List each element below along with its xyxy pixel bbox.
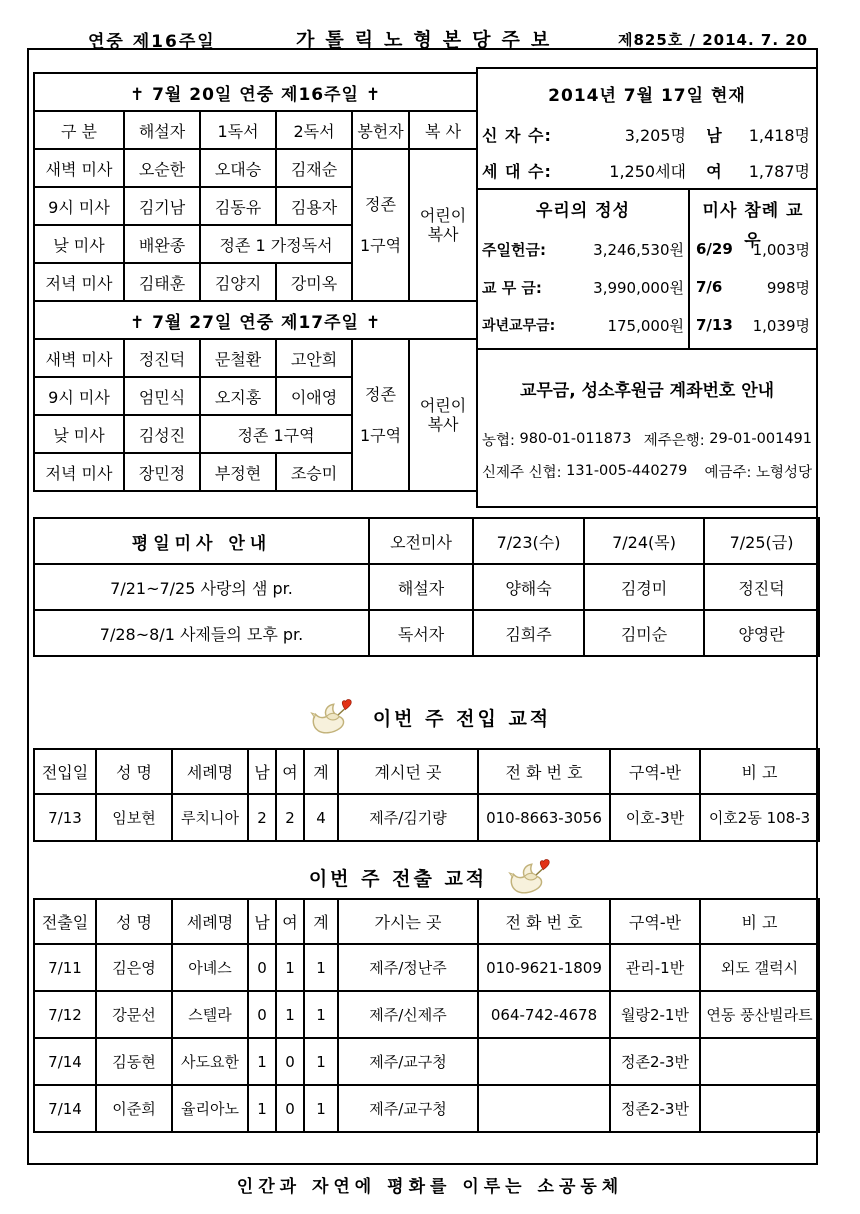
female-value: 1,787명 bbox=[748, 161, 810, 181]
cell: 010-8663-3056 bbox=[478, 794, 610, 841]
altar-server-cell bbox=[409, 149, 477, 301]
female-label: 여 bbox=[706, 161, 722, 181]
table-row bbox=[34, 1038, 819, 1085]
role-label: 독서자 bbox=[369, 610, 473, 656]
cell: 4 bbox=[304, 794, 338, 841]
dove-heart-icon bbox=[507, 856, 551, 898]
offering-row bbox=[482, 306, 684, 344]
mass-cell: 정존 1구역 bbox=[200, 415, 352, 453]
offering-column bbox=[478, 190, 690, 348]
col-header: 2독서 bbox=[276, 111, 352, 149]
transfer-out-title-row bbox=[0, 856, 860, 898]
believers-label: 신 자 수: bbox=[482, 125, 552, 145]
week1-title: ✝ 7월 20일 연중 제16주일 ✝ bbox=[34, 73, 477, 111]
mass-cell: 새벽 미사 bbox=[34, 339, 124, 377]
col-header: 구 분 bbox=[34, 111, 124, 149]
cell: 제주/신제주 bbox=[338, 991, 478, 1038]
col-header: 해설자 bbox=[124, 111, 200, 149]
transfer-out-title: 이번 주 전출 교적 bbox=[308, 867, 488, 890]
week-intention: 7/21~7/25 사랑의 샘 pr. bbox=[34, 564, 369, 610]
table-row bbox=[34, 610, 819, 656]
bank-label: 신제주 신협: bbox=[482, 464, 562, 481]
minister-name: 김희주 bbox=[473, 610, 584, 656]
account-title: 교무금, 성소후원금 계좌번호 안내 bbox=[519, 381, 775, 401]
cell: 1 bbox=[276, 991, 304, 1038]
believers-value: 3,205명 bbox=[624, 125, 686, 145]
mass-cell: 장민정 bbox=[124, 453, 200, 491]
role-label: 해설자 bbox=[369, 564, 473, 610]
table-row bbox=[34, 1085, 819, 1132]
cell: 0 bbox=[248, 944, 276, 991]
cell: 0 bbox=[248, 991, 276, 1038]
cell: 김은영 bbox=[96, 944, 172, 991]
cell: 정존2-3반 bbox=[610, 1085, 700, 1132]
table-row bbox=[34, 944, 819, 991]
cell: 외도 갤럭시 bbox=[700, 944, 819, 991]
table-header-row bbox=[34, 518, 819, 564]
cell: 7/11 bbox=[34, 944, 96, 991]
minister-name: 양영란 bbox=[704, 610, 819, 656]
col-header: 세례명 bbox=[172, 749, 248, 794]
cell: 0 bbox=[276, 1085, 304, 1132]
cell: 제주/정난주 bbox=[338, 944, 478, 991]
holder-name: 노형성당 bbox=[755, 464, 812, 481]
offertory-line: 1구역 bbox=[359, 426, 402, 445]
col-header: 가시는 곳 bbox=[338, 899, 478, 944]
dove-heart-icon bbox=[309, 696, 353, 738]
cell: 이준희 bbox=[96, 1085, 172, 1132]
table-header-row bbox=[34, 111, 477, 149]
col-header: 계 bbox=[304, 749, 338, 794]
offering-label: 주일헌금: bbox=[482, 240, 546, 259]
parish-motto: 인간과 자연에 평화를 이루는 소공동체 bbox=[236, 1177, 624, 1197]
mass-cell: 저녁 미사 bbox=[34, 453, 124, 491]
bank-label: 농협: bbox=[482, 432, 515, 449]
cell: 7/13 bbox=[34, 794, 96, 841]
cell: 1 bbox=[304, 1085, 338, 1132]
minister-name: 김경미 bbox=[584, 564, 704, 610]
attendance-date: 7/6 bbox=[696, 278, 723, 296]
page-title-season: 연중 제16주일 bbox=[88, 32, 216, 52]
attendance-title: 미사 참례 교우 bbox=[702, 201, 804, 251]
col-header: 전입일 bbox=[34, 749, 96, 794]
cell bbox=[478, 1038, 610, 1085]
mass-cell: 엄민식 bbox=[124, 377, 200, 415]
mass-cell: 9시 미사 bbox=[34, 187, 124, 225]
table-row bbox=[34, 564, 819, 610]
col-header: 비 고 bbox=[700, 899, 819, 944]
server-line: 어린이 bbox=[419, 205, 467, 225]
cell: 064-742-4678 bbox=[478, 991, 610, 1038]
offering-row bbox=[482, 268, 684, 306]
offertory-cell bbox=[352, 339, 409, 491]
cell: 스텔라 bbox=[172, 991, 248, 1038]
table-row bbox=[34, 339, 477, 377]
mass-cell: 부정현 bbox=[200, 453, 276, 491]
cell: 관리-1반 bbox=[610, 944, 700, 991]
mass-schedule-table bbox=[33, 72, 478, 492]
col-header: 성 명 bbox=[96, 899, 172, 944]
offering-value: 3,246,530원 bbox=[593, 240, 684, 259]
col-header: 오전미사 bbox=[369, 518, 473, 564]
mass-cell: 김기남 bbox=[124, 187, 200, 225]
table-header-row bbox=[34, 899, 819, 944]
cell: 율리아노 bbox=[172, 1085, 248, 1132]
attendance-row bbox=[694, 268, 812, 306]
offering-label: 과년교무금: bbox=[482, 318, 556, 334]
col-header: 계시던 곳 bbox=[338, 749, 478, 794]
cell: 연동 풍산빌라트 bbox=[700, 991, 819, 1038]
cell: 7/14 bbox=[34, 1038, 96, 1085]
col-header: 비 고 bbox=[700, 749, 819, 794]
mass-cell: 오지홍 bbox=[200, 377, 276, 415]
col-header: 7/23(수) bbox=[473, 518, 584, 564]
cell bbox=[478, 1085, 610, 1132]
table-row bbox=[34, 149, 477, 187]
col-header: 7/24(목) bbox=[584, 518, 704, 564]
mass-cell: 고안희 bbox=[276, 339, 352, 377]
col-header: 전 화 번 호 bbox=[478, 749, 610, 794]
cell: 2 bbox=[276, 794, 304, 841]
bank-number: 131-005-440279 bbox=[566, 463, 688, 479]
cell: 아녜스 bbox=[172, 944, 248, 991]
col-header: 여 bbox=[276, 749, 304, 794]
table-row bbox=[34, 794, 819, 841]
cell: 월랑2-1반 bbox=[610, 991, 700, 1038]
minister-name: 김미순 bbox=[584, 610, 704, 656]
altar-server-cell bbox=[409, 339, 477, 491]
cell: 1 bbox=[248, 1038, 276, 1085]
col-header: 복 사 bbox=[409, 111, 477, 149]
week-intention: 7/28~8/1 사제들의 모후 pr. bbox=[34, 610, 369, 656]
col-header: 봉헌자 bbox=[352, 111, 409, 149]
col-header: 전출일 bbox=[34, 899, 96, 944]
col-header: 남 bbox=[248, 899, 276, 944]
cell: 1 bbox=[304, 1038, 338, 1085]
server-line: 복사 bbox=[427, 415, 459, 434]
minister-name: 양해숙 bbox=[473, 564, 584, 610]
transfer-in-title-row bbox=[0, 696, 860, 738]
offertory-line: 1구역 bbox=[359, 236, 402, 255]
col-header: 구역-반 bbox=[610, 899, 700, 944]
transfer-in-title: 이번 주 전입 교적 bbox=[372, 707, 552, 730]
offertory-cell bbox=[352, 149, 409, 301]
cell: 김동현 bbox=[96, 1038, 172, 1085]
col-header: 성 명 bbox=[96, 749, 172, 794]
mass-cell: 낮 미사 bbox=[34, 225, 124, 263]
cell: 0 bbox=[276, 1038, 304, 1085]
cell: 이호2동 108-3 bbox=[700, 794, 819, 841]
cell: 정존2-3반 bbox=[610, 1038, 700, 1085]
cell: 1 bbox=[304, 991, 338, 1038]
cell: 제주/교구청 bbox=[338, 1085, 478, 1132]
col-header: 남 bbox=[248, 749, 276, 794]
col-header: 구역-반 bbox=[610, 749, 700, 794]
holder-label: 예금주: bbox=[704, 464, 752, 481]
attendance-date: 6/29 bbox=[696, 240, 733, 258]
mass-cell: 문철환 bbox=[200, 339, 276, 377]
mass-cell: 배완종 bbox=[124, 225, 200, 263]
mass-cell: 김양지 bbox=[200, 263, 276, 301]
bank-number: 980-01-011873 bbox=[519, 431, 632, 447]
cell: 제주/김기량 bbox=[338, 794, 478, 841]
mass-cell: 이애영 bbox=[276, 377, 352, 415]
cell: 010-9621-1809 bbox=[478, 944, 610, 991]
transfer-out-table bbox=[33, 898, 820, 1133]
offering-value: 3,990,000원 bbox=[593, 278, 684, 297]
offering-row bbox=[482, 230, 684, 268]
mass-cell: 김성진 bbox=[124, 415, 200, 453]
account-info bbox=[478, 350, 816, 487]
col-header: 전 화 번 호 bbox=[478, 899, 610, 944]
cell: 7/12 bbox=[34, 991, 96, 1038]
mass-cell: 김태훈 bbox=[124, 263, 200, 301]
cell: 1 bbox=[276, 944, 304, 991]
households-line bbox=[478, 152, 816, 188]
account-line bbox=[478, 423, 816, 455]
col-header: 계 bbox=[304, 899, 338, 944]
bank-number: 29-01-001491 bbox=[709, 431, 812, 447]
households-value: 1,250세대 bbox=[609, 161, 686, 181]
male-label: 남 bbox=[706, 125, 722, 145]
mass-cell: 정존 1 가정독서 bbox=[200, 225, 352, 263]
cell: 임보현 bbox=[96, 794, 172, 841]
account-line bbox=[478, 455, 816, 487]
server-line: 복사 bbox=[427, 225, 459, 244]
transfer-in-table bbox=[33, 748, 820, 842]
stats-summary bbox=[478, 69, 816, 190]
cell: 2 bbox=[248, 794, 276, 841]
cell: 사도요한 bbox=[172, 1038, 248, 1085]
mass-cell: 조승미 bbox=[276, 453, 352, 491]
mass-cell: 낮 미사 bbox=[34, 415, 124, 453]
offering-value: 175,000원 bbox=[607, 316, 684, 335]
weekday-mass-table bbox=[33, 517, 820, 657]
cell: 1 bbox=[248, 1085, 276, 1132]
offertory-line: 정존 bbox=[365, 194, 396, 214]
cell: 루치니아 bbox=[172, 794, 248, 841]
male-value: 1,418명 bbox=[748, 125, 810, 145]
bulletin-title: 가톨릭노형본당주보 bbox=[296, 29, 561, 51]
attendance-date: 7/13 bbox=[696, 316, 733, 334]
offering-title: 우리의 정성 bbox=[535, 201, 631, 221]
mass-cell: 새벽 미사 bbox=[34, 149, 124, 187]
col-header: 7/25(금) bbox=[704, 518, 819, 564]
cell bbox=[700, 1038, 819, 1085]
weekday-mass-title: 평일미사 안내 bbox=[34, 518, 369, 564]
cell: 제주/교구청 bbox=[338, 1038, 478, 1085]
attendance-count: 998명 bbox=[766, 278, 810, 297]
households-label: 세 대 수: bbox=[482, 161, 552, 181]
mass-cell: 9시 미사 bbox=[34, 377, 124, 415]
cell: 1 bbox=[304, 944, 338, 991]
mass-cell: 오대승 bbox=[200, 149, 276, 187]
offertory-line: 정존 bbox=[365, 384, 396, 404]
week2-title: ✝ 7월 27일 연중 제17주일 ✝ bbox=[34, 301, 477, 339]
mass-cell: 저녁 미사 bbox=[34, 263, 124, 301]
attendance-count: 1,039명 bbox=[752, 316, 810, 335]
attendance-column bbox=[690, 190, 816, 348]
table-row bbox=[34, 991, 819, 1038]
mass-cell: 오순한 bbox=[124, 149, 200, 187]
server-line: 어린이 bbox=[419, 395, 467, 415]
stats-as-of-date: 2014년 7월 17일 현재 bbox=[548, 86, 746, 106]
believers-line bbox=[478, 116, 816, 152]
cell: 이호-3반 bbox=[610, 794, 700, 841]
attendance-row bbox=[694, 306, 812, 344]
mass-cell: 김재순 bbox=[276, 149, 352, 187]
parish-stats-panel bbox=[476, 67, 818, 508]
mass-cell: 김동유 bbox=[200, 187, 276, 225]
mass-cell: 강미옥 bbox=[276, 263, 352, 301]
mass-cell: 정진덕 bbox=[124, 339, 200, 377]
col-header: 세례명 bbox=[172, 899, 248, 944]
attendance-count: 1,003명 bbox=[752, 240, 810, 259]
minister-name: 정진덕 bbox=[704, 564, 819, 610]
col-header: 1독서 bbox=[200, 111, 276, 149]
cell: 7/14 bbox=[34, 1085, 96, 1132]
offering-label: 교 무 금: bbox=[482, 278, 542, 297]
issue-number-date: 제825호 / 2014. 7. 20 bbox=[618, 31, 809, 49]
cell: 강문선 bbox=[96, 991, 172, 1038]
table-header-row bbox=[34, 749, 819, 794]
mass-cell: 김용자 bbox=[276, 187, 352, 225]
bank-label: 제주은행: bbox=[643, 432, 705, 449]
cell bbox=[700, 1085, 819, 1132]
col-header: 여 bbox=[276, 899, 304, 944]
